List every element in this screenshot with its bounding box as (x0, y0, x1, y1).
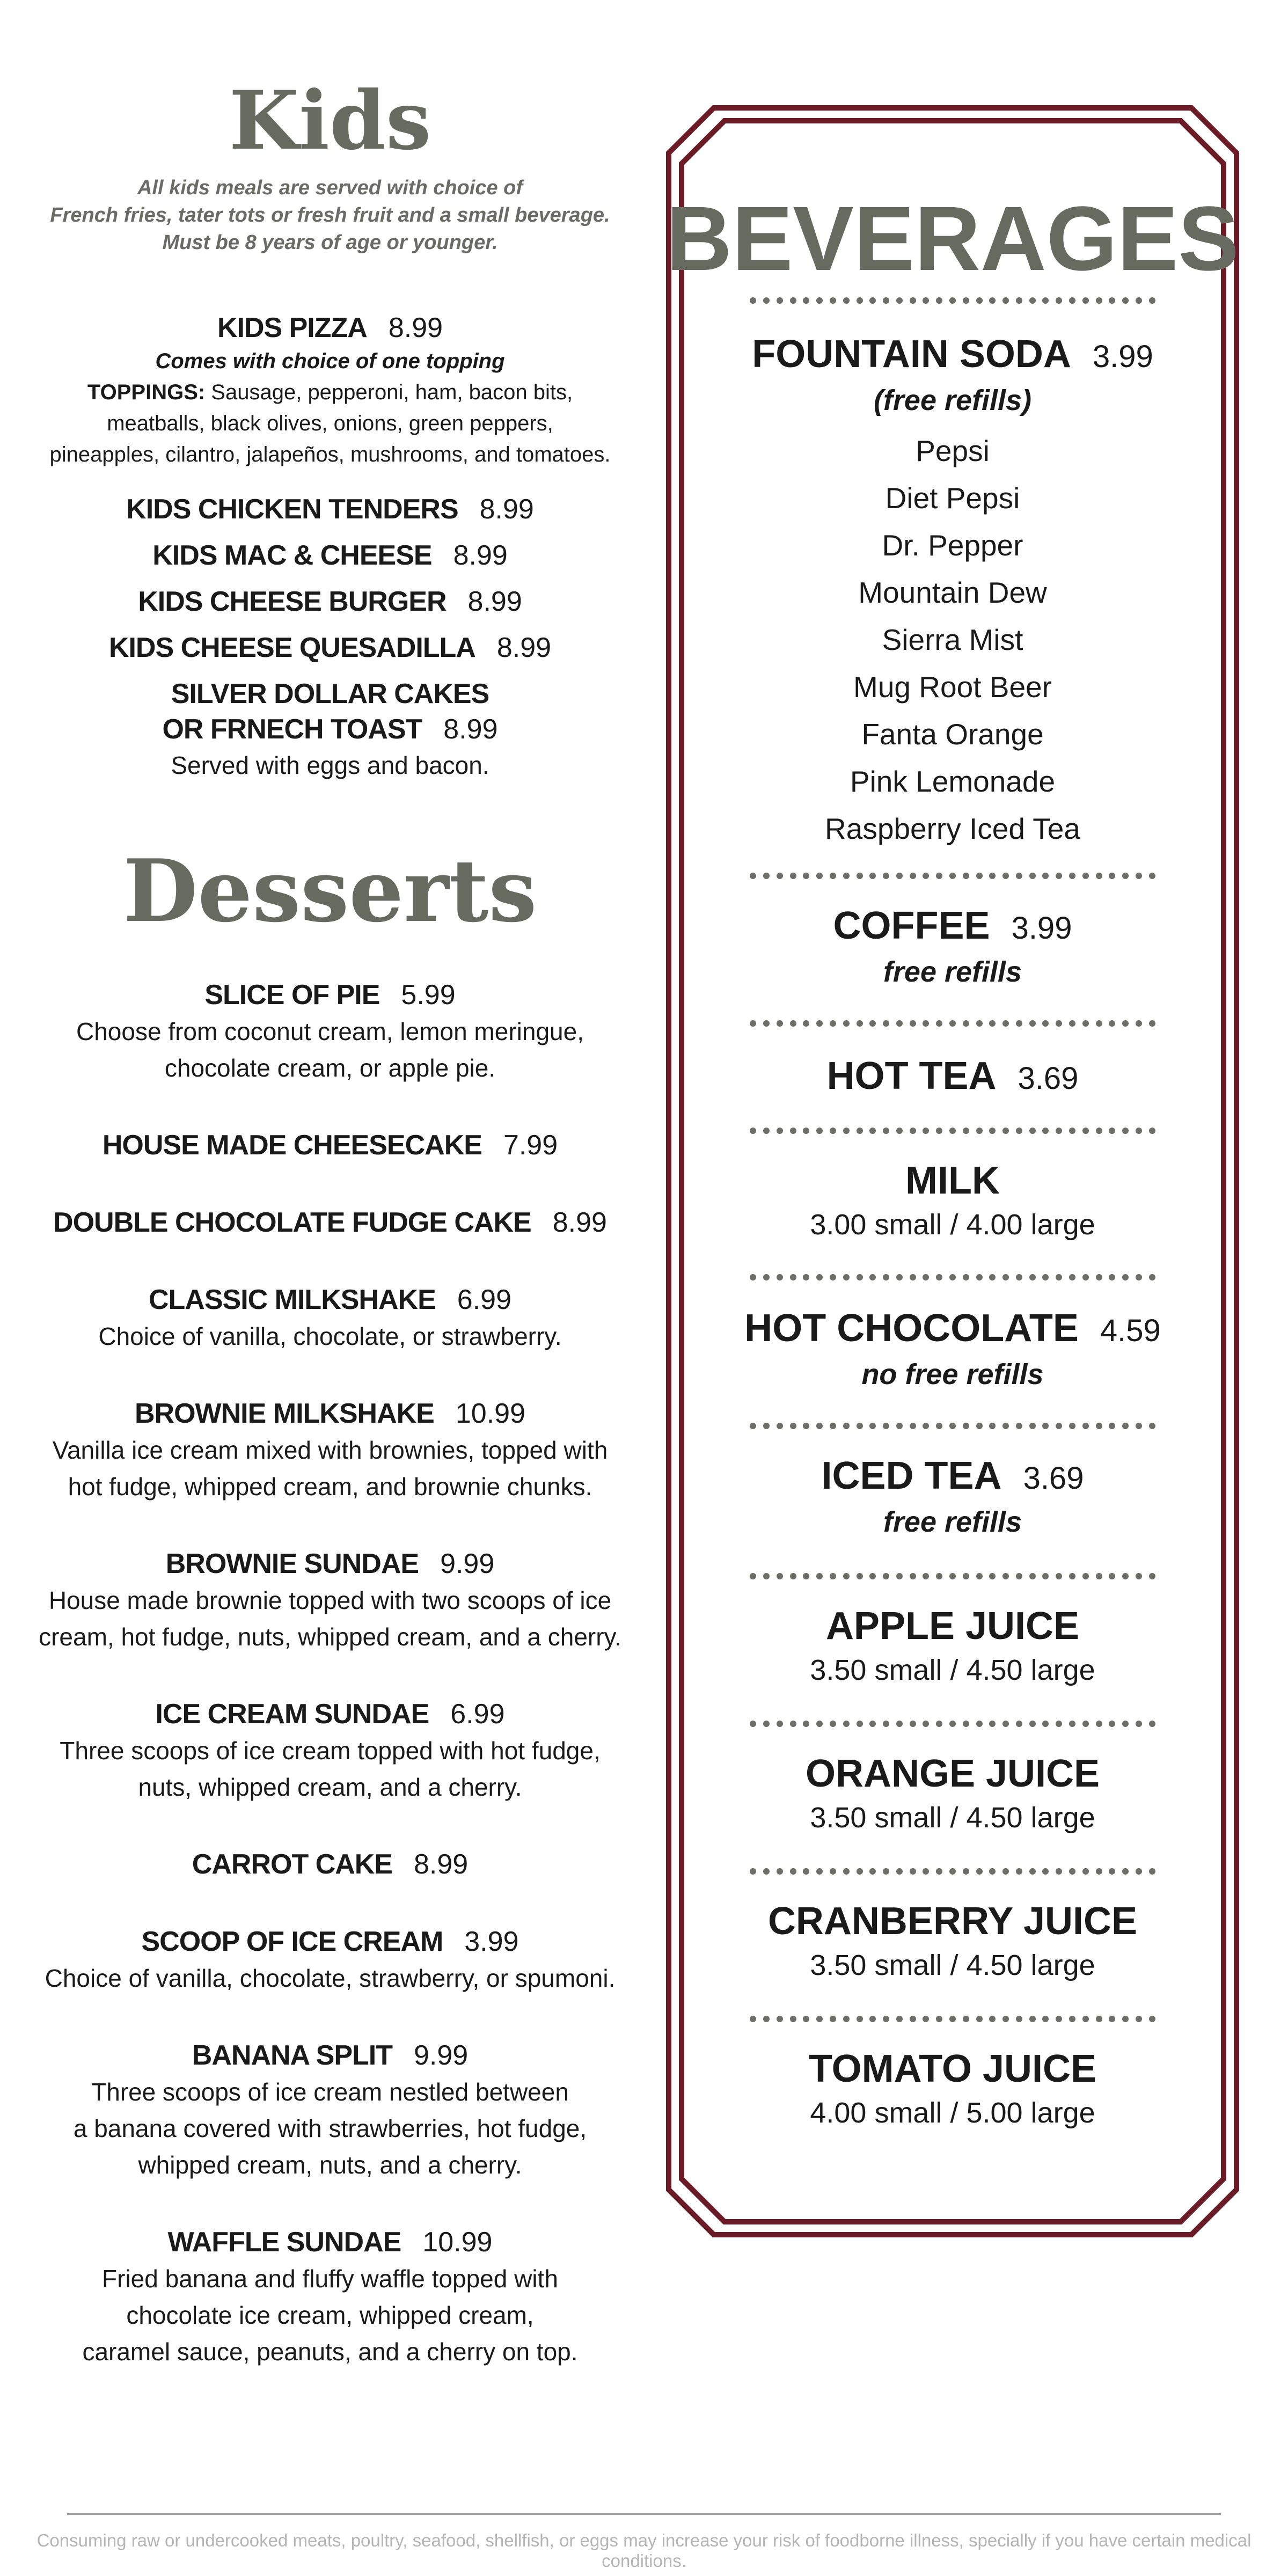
item-desc: cream, hot fudge, nuts, whipped cream, and a cherry. (39, 1623, 621, 1651)
footer-divider (67, 2513, 1221, 2515)
item-size: 3.50 small / 4.50 large (810, 1654, 1095, 1686)
kids-note-line: All kids meals are served with choice of (137, 177, 523, 199)
kids-menu-list (32, 310, 628, 784)
dessert-item (32, 1696, 628, 1805)
soda-flavor: Diet Pepsi (885, 481, 1020, 515)
dessert-item (32, 2037, 628, 2183)
hot-chocolate-item (665, 1304, 1240, 1394)
item-sub: (free refills) (873, 384, 1032, 416)
item-price: 8.99 (467, 586, 522, 617)
item-price: 9.99 (413, 2040, 469, 2071)
item-name: DOUBLE CHOCOLATE FUDGE CAKE (53, 1207, 531, 1238)
dotted-divider (746, 1720, 1159, 1730)
item-size: 3.50 small / 4.50 large (810, 1802, 1095, 1834)
toppings-line: meatballs, black olives, onions, green peppers, (107, 412, 553, 435)
kids-title: Kids (229, 74, 431, 168)
item-price: 8.99 (388, 312, 443, 343)
kids-pizza-item (32, 310, 628, 470)
orange-juice-item (665, 1750, 1240, 1838)
kids-note-line: Must be 8 years of age or younger. (162, 231, 498, 254)
item-name: BROWNIE MILKSHAKE (134, 1398, 434, 1429)
item-name: CARROT CAKE (192, 1849, 392, 1880)
item-price: 6.99 (450, 1699, 505, 1730)
silver-dollar-item (32, 676, 628, 784)
item-sub: no free refills (861, 1358, 1044, 1391)
toppings-text (32, 377, 628, 408)
item-name: KIDS CHEESE BURGER (138, 586, 447, 617)
item-name: ORANGE JUICE (805, 1752, 1100, 1795)
item-price: 6.99 (457, 1284, 511, 1315)
soda-flavor: Mug Root Beer (853, 670, 1052, 704)
item-price: 10.99 (422, 2227, 493, 2258)
dessert-item (32, 977, 628, 1086)
item-size: 3.50 small / 4.50 large (810, 1949, 1095, 1981)
item-price: 8.99 (479, 494, 534, 525)
item-desc: caramel sauce, peanuts, and a cherry on top. (82, 2338, 578, 2366)
item-name: KIDS CHEESE QUESADILLA (108, 632, 475, 663)
item-name: TOMATO JUICE (808, 2047, 1097, 2090)
footer-disclaimer: Consuming raw or undercooked meats, poultry, seafood, shellfish, or eggs may increase your risk of foodborne illness, specially if you have certain medical conditions. (36, 2530, 1252, 2571)
item-name: WAFFLE SUNDAE (167, 2227, 401, 2258)
item-name: ICED TEA (821, 1454, 1002, 1497)
item-size: 3.00 small / 4.00 large (810, 1209, 1095, 1241)
item-name: HOT CHOCOLATE (744, 1307, 1079, 1350)
item-name: HOUSE MADE CHEESECAKE (102, 1130, 482, 1161)
item-price: 8.99 (552, 1207, 607, 1238)
kids-note-line: French fries, tater tots or fresh fruit and a small beverage. (50, 204, 610, 226)
tomato-juice-item (665, 2045, 1240, 2133)
dessert-item (32, 1204, 628, 1241)
item-price: 8.99 (414, 1849, 469, 1880)
item-name: COFFEE (833, 904, 990, 947)
item-price: 9.99 (440, 1548, 495, 1579)
iced-tea-item (665, 1452, 1240, 1541)
item-name: KIDS CHICKEN TENDERS (126, 494, 458, 525)
fountain-soda-item (665, 330, 1240, 852)
item-desc: Choose from coconut cream, lemon meringue, (76, 1018, 584, 1045)
item-desc: Vanilla ice cream mixed with brownies, topped with (52, 1436, 608, 1464)
apple-juice-item (665, 1602, 1240, 1690)
dessert-item (32, 1282, 628, 1355)
dotted-divider (746, 1127, 1159, 1137)
soda-flavor: Dr. Pepper (882, 529, 1023, 562)
item-name: OR FRNECH TOAST (162, 714, 422, 745)
soda-flavor: Pepsi (916, 434, 990, 467)
item-name: MILK (905, 1159, 1000, 1202)
item-price: 3.99 (1092, 339, 1153, 374)
desserts-list (32, 977, 628, 2370)
item-name: BANANA SPLIT (192, 2040, 392, 2071)
coffee-item (665, 902, 1240, 991)
item-desc: Choice of vanilla, chocolate, or strawberry. (98, 1322, 562, 1350)
hot-tea-item (665, 1052, 1240, 1103)
item-desc: Served with eggs and bacon. (171, 751, 489, 779)
item-desc: chocolate ice cream, whipped cream, (126, 2301, 534, 2329)
item-name: SILVER DOLLAR CAKES (171, 678, 489, 709)
item-name: APPLE JUICE (825, 1605, 1080, 1648)
item-name: CLASSIC MILKSHAKE (148, 1284, 436, 1315)
dotted-divider (746, 1422, 1159, 1432)
item-desc: Fried banana and fluffy waffle topped with (102, 2265, 558, 2293)
milk-item (665, 1157, 1240, 1245)
dotted-divider (746, 872, 1159, 882)
dotted-divider (746, 1868, 1159, 1877)
item-price: 3.69 (1018, 1061, 1079, 1096)
soda-flavor-list (665, 427, 1240, 852)
item-desc: a banana covered with strawberries, hot fudge, (73, 2114, 587, 2142)
item-desc: chocolate cream, or apple pie. (164, 1054, 496, 1082)
item-desc: House made brownie topped with two scoops of ice (48, 1586, 612, 1614)
soda-flavor: Pink Lemonade (850, 765, 1056, 798)
item-desc: Three scoops of ice cream topped with hot fudge, (60, 1737, 601, 1765)
toppings-line: pineapples, cilantro, jalapeños, mushrooms, and tomatoes. (49, 443, 611, 466)
dotted-divider (746, 2015, 1159, 2025)
item-desc: Three scoops of ice cream nestled between (91, 2078, 569, 2106)
beverages-title: BEVERAGES (666, 188, 1239, 290)
kids-note (32, 174, 628, 257)
menu-item (32, 584, 628, 619)
menu-item (32, 538, 628, 573)
dessert-item (32, 1923, 628, 1996)
item-name: ICE CREAM SUNDAE (155, 1699, 429, 1730)
left-column (32, 74, 628, 2411)
item-price: 3.69 (1023, 1461, 1084, 1496)
item-name: SCOOP OF ICE CREAM (141, 1926, 443, 1957)
item-desc: Choice of vanilla, chocolate, strawberry, or spumoni. (45, 1964, 616, 1992)
toppings-line: Sausage, pepperoni, ham, bacon bits, (205, 380, 573, 404)
item-price: 8.99 (496, 632, 552, 663)
dotted-divider (746, 1020, 1159, 1029)
dotted-divider (746, 1572, 1159, 1582)
item-name: CRANBERRY JUICE (767, 1900, 1138, 1943)
item-price: 7.99 (503, 1130, 558, 1161)
desserts-title: Desserts (123, 840, 537, 941)
item-desc: nuts, whipped cream, and a cherry. (138, 1773, 522, 1801)
dotted-divider (746, 297, 1159, 306)
cranberry-juice-item (665, 1897, 1240, 1985)
item-sub: free refills (883, 956, 1022, 988)
item-sub: free refills (883, 1506, 1022, 1538)
toppings-label: TOPPINGS: (87, 380, 206, 404)
item-price: 3.99 (464, 1926, 519, 1957)
menu-item (32, 630, 628, 665)
item-desc: hot fudge, whipped cream, and brownie chunks. (68, 1473, 592, 1501)
item-name: HOT TEA (826, 1055, 997, 1097)
soda-flavor: Raspberry Iced Tea (825, 812, 1080, 845)
soda-flavor: Mountain Dew (858, 576, 1047, 609)
menu-item (32, 492, 628, 527)
item-name: KIDS MAC & CHEESE (152, 540, 432, 571)
item-price: 10.99 (455, 1398, 525, 1429)
dessert-item (32, 1127, 628, 1163)
dessert-item (32, 1546, 628, 1655)
item-name: SLICE OF PIE (204, 979, 380, 1011)
soda-flavor: Sierra Mist (882, 623, 1023, 656)
item-desc: whipped cream, nuts, and a cherry. (138, 2151, 522, 2179)
dessert-item (32, 1846, 628, 1883)
item-size: 4.00 small / 5.00 large (810, 2097, 1095, 2129)
dessert-item (32, 2224, 628, 2370)
item-price: 4.59 (1100, 1313, 1161, 1348)
item-price: 8.99 (453, 540, 508, 571)
item-name: FOUNTAIN SODA (752, 333, 1071, 376)
item-name: BROWNIE SUNDAE (165, 1548, 419, 1579)
beverages-panel (665, 105, 1240, 2238)
pizza-subtitle: Comes with choice of one topping (155, 349, 505, 373)
item-price: 5.99 (401, 979, 456, 1011)
dotted-divider (746, 1274, 1159, 1283)
item-price: 8.99 (443, 714, 498, 745)
item-name: KIDS PIZZA (217, 312, 367, 343)
soda-flavor: Fanta Orange (861, 718, 1044, 751)
item-price: 3.99 (1011, 911, 1072, 946)
dessert-item (32, 1395, 628, 1505)
